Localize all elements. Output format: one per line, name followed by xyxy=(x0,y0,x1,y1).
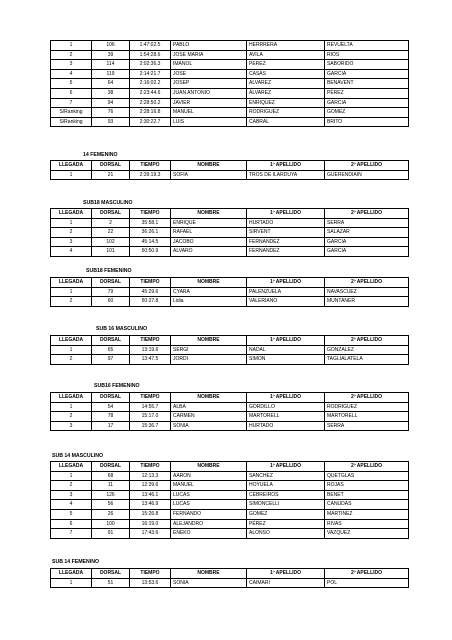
table-cell: 16:19.0 xyxy=(130,519,171,529)
table-cell: 114 xyxy=(92,60,130,70)
table-row xyxy=(51,108,409,118)
table-cell: 45:14.5 xyxy=(130,237,171,247)
table-cell: 1 xyxy=(51,345,92,355)
table-cell: 1 xyxy=(51,41,92,51)
table-cell: 7 xyxy=(51,529,92,539)
table-cell: HERRRERA xyxy=(247,41,325,51)
table-cell: 17:43.6 xyxy=(130,529,171,539)
table-cell: 3 xyxy=(51,60,92,70)
table-cell: ALONSO xyxy=(247,529,325,539)
table-cell: SERRA xyxy=(325,218,409,228)
table-cell: 93 xyxy=(92,117,130,127)
table-cell: AARON xyxy=(171,471,247,481)
table-cell: VAZQUEZ xyxy=(325,529,409,539)
table-cell: CANUDAS xyxy=(325,500,409,510)
column-header: NOMBRE xyxy=(171,278,247,288)
table-cell: SALAZAR xyxy=(325,228,409,238)
table-cell: 45:29.6 xyxy=(130,287,171,297)
table-cell: 50:27.8 xyxy=(130,297,171,307)
table-row xyxy=(51,421,409,431)
table-cell: SIMONCELLI xyxy=(247,500,325,510)
table-cell: 2 xyxy=(51,50,92,60)
table-row xyxy=(51,88,409,98)
table-cell: ALEJANDRO xyxy=(171,519,247,529)
table-cell: 126 xyxy=(92,490,130,500)
table-cell: 54 xyxy=(92,402,130,412)
table-cell: GORDILLO xyxy=(247,402,325,412)
table-cell: 21 xyxy=(92,170,130,180)
table-cell: LUCAS xyxy=(171,500,247,510)
table-cell: JAVIER xyxy=(171,98,247,108)
table-cell: 2 xyxy=(51,412,92,422)
table-cell: 13:19.6 xyxy=(130,345,171,355)
table-cell: PABLO xyxy=(171,41,247,51)
table-cell: HURTADO xyxy=(247,218,325,228)
section-title: SUB18 FEMENINO xyxy=(86,268,132,274)
table-cell: 2:23:44.6 xyxy=(130,88,171,98)
table-row xyxy=(51,69,409,79)
table-cell: ÁLVAREZ xyxy=(247,88,325,98)
column-header: DORSAL xyxy=(92,161,130,171)
table-cell: SABORIDO xyxy=(325,60,409,70)
column-header: LLEGADA xyxy=(51,462,92,472)
table-row xyxy=(51,237,409,247)
table-cell: 13:46.9 xyxy=(130,500,171,510)
column-header: LLEGADA xyxy=(51,569,92,579)
table-cell: 2:16:02.2 xyxy=(130,79,171,89)
table-cell: CASÁS xyxy=(247,69,325,79)
table-cell: IMANOL xyxy=(171,60,247,70)
table-row xyxy=(51,529,409,539)
table-header-row xyxy=(51,278,409,288)
column-header: 2º APELLIDO xyxy=(325,209,409,219)
table-header-row xyxy=(51,209,409,219)
table-cell: 2 xyxy=(92,218,130,228)
table-cell: 4 xyxy=(51,500,92,510)
table-cell: BENAVENT xyxy=(325,79,409,89)
table-cell: 79 xyxy=(92,287,130,297)
table-cell: VALERIANO xyxy=(247,297,325,307)
table-cell: 6 xyxy=(51,88,92,98)
table-cell: CEBREIROS xyxy=(247,490,325,500)
table-cell: FERNANDO xyxy=(171,509,247,519)
table-cell: JUAN ANTONIO xyxy=(171,88,247,98)
table-cell: 13:47.5 xyxy=(130,355,171,365)
table-cell: SIRVENT xyxy=(247,228,325,238)
column-header: NOMBRE xyxy=(171,336,247,346)
table-header-row xyxy=(51,161,409,171)
table-row xyxy=(51,41,409,51)
table-row xyxy=(51,170,409,180)
table-cell: SIMON xyxy=(247,355,325,365)
column-header: TIEMPO xyxy=(130,393,171,403)
table-cell: 51 xyxy=(92,578,130,588)
table-row xyxy=(51,297,409,307)
column-header: NOMBRE xyxy=(171,209,247,219)
table-cell: QUETGLAS xyxy=(325,471,409,481)
table-cell: 100 xyxy=(92,519,130,529)
column-header: 2º APELLIDO xyxy=(325,462,409,472)
table-cell: GARCIA xyxy=(325,247,409,257)
column-header: 1º APELLIDO xyxy=(247,209,325,219)
column-header: TIEMPO xyxy=(130,209,171,219)
table-row xyxy=(51,60,409,70)
column-header: 2º APELLIDO xyxy=(325,569,409,579)
table-cell: SOFIA xyxy=(171,170,247,180)
table-cell: MUNTANER xyxy=(325,297,409,307)
table-cell: 15:36.7 xyxy=(130,421,171,431)
table-cell: HOYUELA xyxy=(247,481,325,491)
table-cell: 22 xyxy=(92,228,130,238)
table-cell: ENRIQUEZ xyxy=(247,98,325,108)
column-header: 2º APELLIDO xyxy=(325,393,409,403)
table-cell: RODRIGUEZ xyxy=(325,402,409,412)
table-row xyxy=(51,519,409,529)
table-cell: 91 xyxy=(92,529,130,539)
table-cell: 119 xyxy=(92,69,130,79)
table-cell: SERRA xyxy=(325,421,409,431)
table-cell: JOSEP xyxy=(171,79,247,89)
table-cell: MARTINEZ xyxy=(325,509,409,519)
table-cell: GOMEZ xyxy=(247,509,325,519)
table-cell: SONIA xyxy=(171,421,247,431)
table-cell: 64 xyxy=(92,79,130,89)
table-cell: RIOS xyxy=(325,50,409,60)
section-title: SUB18 MASCULINO xyxy=(83,200,133,206)
table-row xyxy=(51,218,409,228)
table-row xyxy=(51,247,409,257)
table-cell: 1 xyxy=(51,402,92,412)
table-row xyxy=(51,228,409,238)
table-row xyxy=(51,490,409,500)
table-cell: 11 xyxy=(92,481,130,491)
table-cell: 3 xyxy=(51,237,92,247)
column-header: LLEGADA xyxy=(51,278,92,288)
table-cell: 2:28:50.2 xyxy=(130,98,171,108)
table-cell: 14:55.7 xyxy=(130,402,171,412)
column-header: 1º APELLIDO xyxy=(247,462,325,472)
table-row xyxy=(51,355,409,365)
column-header: 1º APELLIDO xyxy=(247,278,325,288)
column-header: 2º APELLIDO xyxy=(325,161,409,171)
table-cell: ENRIQUE xyxy=(171,218,247,228)
column-header: TIEMPO xyxy=(130,569,171,579)
table-cell: 13:46.1 xyxy=(130,490,171,500)
table-cell: 15:26.8 xyxy=(130,509,171,519)
table-cell: PALENZUELA xyxy=(247,287,325,297)
table-cell: 3 xyxy=(51,421,92,431)
column-header: DORSAL xyxy=(92,209,130,219)
table-cell: REVUELTA xyxy=(325,41,409,51)
table-cell: 1 xyxy=(51,218,92,228)
table-cell: CYARA xyxy=(171,287,247,297)
table-cell: GARCIA xyxy=(325,98,409,108)
column-header: 2º APELLIDO xyxy=(325,278,409,288)
table-cell: HURTADO xyxy=(247,421,325,431)
table-cell: JOSE xyxy=(171,69,247,79)
results-table xyxy=(50,392,409,431)
table-cell: MARTORELL xyxy=(325,412,409,422)
table-cell: 2:02:36.3 xyxy=(130,60,171,70)
column-header: LLEGADA xyxy=(51,209,92,219)
table-cell: 2 xyxy=(51,297,92,307)
table-cell: 2:39:19.3 xyxy=(130,170,171,180)
table-cell: 76 xyxy=(92,108,130,118)
table-cell: BENET xyxy=(325,490,409,500)
table-cell: 2:30:22.7 xyxy=(130,117,171,127)
table-cell: 2 xyxy=(51,228,92,238)
section-title: SUB 14 FEMENINO xyxy=(52,559,99,565)
table-cell: 2 xyxy=(51,481,92,491)
table-row xyxy=(51,117,409,127)
table-cell: FERNANDEZ xyxy=(247,237,325,247)
table-cell: MARTORELL xyxy=(247,412,325,422)
results-table xyxy=(50,568,409,588)
table-cell: 56 xyxy=(92,500,130,510)
table-cell: AVILA xyxy=(247,50,325,60)
column-header: 1º APELLIDO xyxy=(247,161,325,171)
table-cell: PÉREZ xyxy=(325,88,409,98)
column-header: LLEGADA xyxy=(51,161,92,171)
column-header: DORSAL xyxy=(92,462,130,472)
table-cell: ALVAREZ xyxy=(247,79,325,89)
column-header: 1º APELLIDO xyxy=(247,336,325,346)
table-cell: CARMEN xyxy=(171,412,247,422)
table-cell: RIVAS xyxy=(325,519,409,529)
table-cell: 7 xyxy=(51,98,92,108)
table-row xyxy=(51,345,409,355)
table-cell: PÉREZ xyxy=(247,519,325,529)
table-cell: 94 xyxy=(92,98,130,108)
table-row xyxy=(51,79,409,89)
table-cell: 1 xyxy=(51,578,92,588)
column-header: LLEGADA xyxy=(51,336,92,346)
table-cell: 5 xyxy=(51,79,92,89)
column-header: NOMBRE xyxy=(171,393,247,403)
table-cell: 2:14:21.7 xyxy=(130,69,171,79)
column-header: DORSAL xyxy=(92,393,130,403)
table-row xyxy=(51,287,409,297)
column-header: 1º APELLIDO xyxy=(247,569,325,579)
table-cell: CAIMARI xyxy=(247,578,325,588)
table-cell: 1 xyxy=(51,287,92,297)
table-cell: ROJAS xyxy=(325,481,409,491)
column-header: NOMBRE xyxy=(171,569,247,579)
table-cell: 35:58.1 xyxy=(130,218,171,228)
table-cell: 2:28:16.8 xyxy=(130,108,171,118)
results-table xyxy=(50,208,409,257)
section-title: SUB 14 MASCULINO xyxy=(52,453,104,459)
table-cell: SERGI xyxy=(171,345,247,355)
table-cell: ALBA xyxy=(171,402,247,412)
results-table xyxy=(50,160,409,180)
table-row xyxy=(51,412,409,422)
table-cell: RAFAEL xyxy=(171,228,247,238)
table-cell: TROS DE ILARDUYA xyxy=(247,170,325,180)
table-cell: LUCAS xyxy=(171,490,247,500)
column-header: NOMBRE xyxy=(171,161,247,171)
table-cell: GARCIA xyxy=(325,69,409,79)
results-table-top xyxy=(50,40,409,127)
table-cell: POL xyxy=(325,578,409,588)
table-cell: LUIS xyxy=(171,117,247,127)
column-header: TIEMPO xyxy=(130,161,171,171)
table-cell: 1:47:02.5 xyxy=(130,41,171,51)
table-cell: 4 xyxy=(51,247,92,257)
table-header-row xyxy=(51,336,409,346)
column-header: DORSAL xyxy=(92,569,130,579)
table-cell: 68 xyxy=(92,471,130,481)
table-cell: GUERENDIAIN xyxy=(325,170,409,180)
table-cell: JACOBO xyxy=(171,237,247,247)
table-cell: MANUEL xyxy=(171,108,247,118)
table-cell: 78 xyxy=(92,412,130,422)
table-cell: 36:26.1 xyxy=(130,228,171,238)
table-cell: 50:50.9 xyxy=(130,247,171,257)
table-cell: 60 xyxy=(92,297,130,307)
table-cell: NADAL xyxy=(247,345,325,355)
table-cell: ALVARO xyxy=(171,247,247,257)
column-header: LLEGADA xyxy=(51,393,92,403)
table-row xyxy=(51,500,409,510)
table-cell: RODRIGUEZ xyxy=(247,108,325,118)
table-row xyxy=(51,481,409,491)
table-header-row xyxy=(51,393,409,403)
table-cell: 6 xyxy=(51,519,92,529)
column-header: DORSAL xyxy=(92,336,130,346)
table-cell: S/Ranking xyxy=(51,117,92,127)
table-cell: 15:17.0 xyxy=(130,412,171,422)
table-cell: GONZALEZ xyxy=(325,345,409,355)
table-cell: GARCIA xyxy=(325,237,409,247)
table-cell: JOSE MARIA xyxy=(171,50,247,60)
table-cell: 4 xyxy=(51,69,92,79)
table-cell: 17 xyxy=(92,421,130,431)
table-cell: JORDI xyxy=(171,355,247,365)
column-header: NOMBRE xyxy=(171,462,247,472)
column-header: TIEMPO xyxy=(130,278,171,288)
column-header: 1º APELLIDO xyxy=(247,393,325,403)
table-header-row xyxy=(51,569,409,579)
table-cell: 12:39.6 xyxy=(130,481,171,491)
table-cell: ENEKO xyxy=(171,529,247,539)
table-cell: SONIA xyxy=(171,578,247,588)
table-row xyxy=(51,50,409,60)
table-cell: 102 xyxy=(92,237,130,247)
table-cell: BRITO xyxy=(325,117,409,127)
table-cell: 5 xyxy=(51,509,92,519)
table-cell: SANCHEZ xyxy=(247,471,325,481)
table-row xyxy=(51,509,409,519)
results-table xyxy=(50,335,409,365)
table-cell: CABRAL xyxy=(247,117,325,127)
table-cell: PEREZ xyxy=(247,60,325,70)
column-header: 2º APELLIDO xyxy=(325,336,409,346)
table-cell: 2 xyxy=(51,355,92,365)
table-header-row xyxy=(51,462,409,472)
column-header: TIEMPO xyxy=(130,462,171,472)
section-title: SUB 16 MASCULINO xyxy=(96,326,148,332)
table-cell: Lidia xyxy=(171,297,247,307)
section-title: 14 FEMENINO xyxy=(83,152,118,158)
table-cell: 1:54:28.6 xyxy=(130,50,171,60)
table-row xyxy=(51,578,409,588)
column-header: TIEMPO xyxy=(130,336,171,346)
section-title: SUB16 FEMENINO xyxy=(94,383,140,389)
table-cell: NAVASCUEZ xyxy=(325,287,409,297)
table-cell: 101 xyxy=(92,247,130,257)
results-table xyxy=(50,277,409,307)
table-row xyxy=(51,471,409,481)
table-cell: FERNANDEZ xyxy=(247,247,325,257)
table-cell: 97 xyxy=(92,355,130,365)
table-cell: 1 xyxy=(51,170,92,180)
table-cell: 39 xyxy=(92,50,130,60)
table-cell: 26 xyxy=(92,509,130,519)
table-row xyxy=(51,402,409,412)
results-table xyxy=(50,461,409,539)
table-cell: 3 xyxy=(51,490,92,500)
table-cell: 13:53.6 xyxy=(130,578,171,588)
table-cell: TAGLIALATELA xyxy=(325,355,409,365)
table-cell: MANUEL xyxy=(171,481,247,491)
table-cell: GOMEZ xyxy=(325,108,409,118)
table-cell: 38 xyxy=(92,88,130,98)
table-cell: S/Ranking xyxy=(51,108,92,118)
table-cell: 106 xyxy=(92,41,130,51)
table-cell: 12:13.3 xyxy=(130,471,171,481)
table-cell: 1 xyxy=(51,471,92,481)
column-header: DORSAL xyxy=(92,278,130,288)
table-row xyxy=(51,98,409,108)
table-cell: 65 xyxy=(92,345,130,355)
